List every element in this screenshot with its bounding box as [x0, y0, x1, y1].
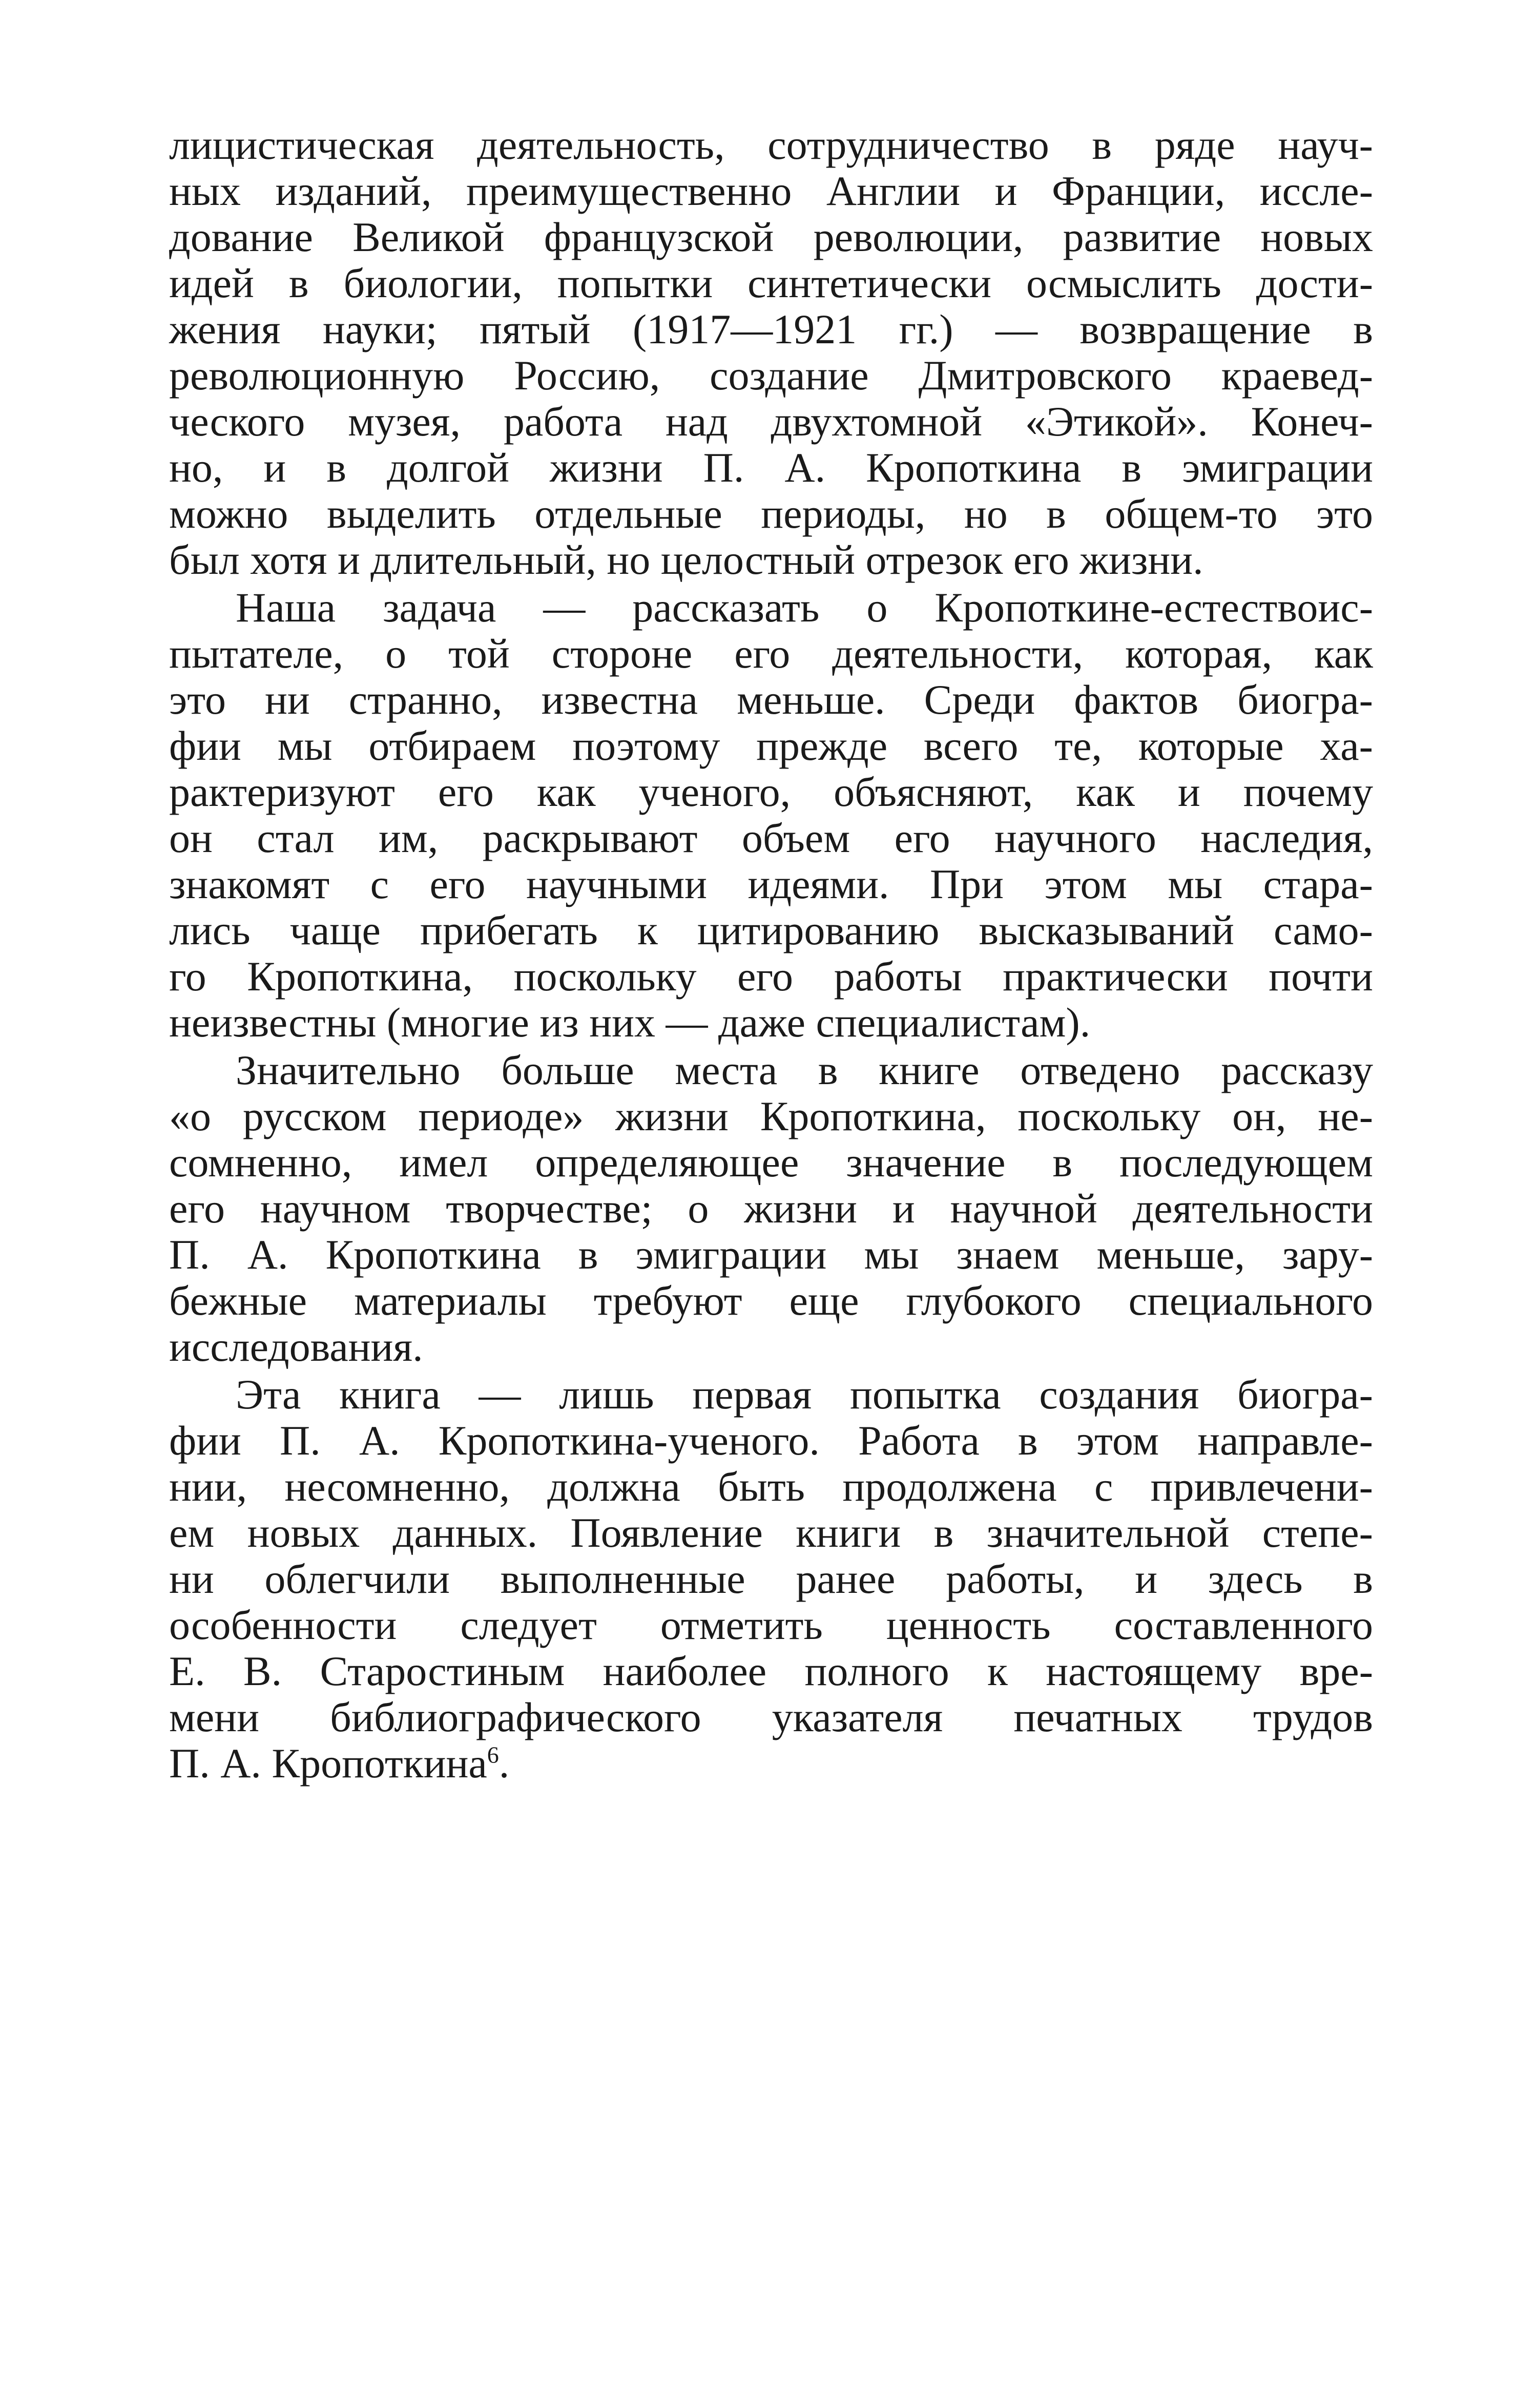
text-line: рактеризуют его как ученого, объясняют, как и почему	[169, 769, 1373, 815]
paragraph-first-attempt	[169, 1372, 1373, 1787]
text-line: ных изданий, преимущественно Англии и Франции, иссле-	[169, 168, 1373, 214]
text-line: «о русском периоде» жизни Кропоткина, поскольку он, не-	[169, 1093, 1373, 1139]
paragraph-russian-period	[169, 1047, 1373, 1370]
text-line: неизвестны (многие из них — даже специалистам).	[169, 999, 1091, 1046]
text-line: был хотя и длительный, но целостный отрезок его жизни.	[169, 536, 1203, 583]
text-line: идей в биологии, попытки синтетически осмыслить дости-	[169, 260, 1373, 306]
body-text	[169, 122, 1373, 1787]
text-line: Значительно больше места в книге отведено рассказу	[236, 1047, 1373, 1093]
text-line: го Кропоткина, поскольку его работы практически почти	[169, 953, 1373, 1000]
text-line: мени библиографического указателя печатных трудов	[169, 1694, 1373, 1740]
text-line: фии мы отбираем поэтому прежде всего те, которые ха-	[169, 722, 1373, 769]
text-line: дование Великой французской революции, развитие новых	[169, 214, 1373, 260]
text-line: нии, несомненно, должна быть продолжена с привлечени-	[169, 1463, 1373, 1510]
text-line: его научном творчестве; о жизни и научной деятельности	[169, 1185, 1373, 1232]
text-line: Е. В. Старостиным наиболее полного к настоящему вре-	[169, 1648, 1373, 1694]
text-line: сомненно, имел определяющее значение в последующем	[169, 1139, 1373, 1186]
final-text-line	[169, 1740, 1373, 1787]
text-line: пытателе, о той стороне его деятельности, которая, как	[169, 630, 1373, 677]
text-line: ни облегчили выполненные ранее работы, и здесь в	[169, 1555, 1373, 1602]
trailing-punctuation: .	[499, 1740, 510, 1787]
text-line: Эта книга — лишь первая попытка создания биогра-	[236, 1371, 1373, 1418]
text-line: ческого музея, работа над двухтомной «Этикой». Конеч-	[169, 398, 1373, 445]
text-line: но, и в долгой жизни П. А. Кропоткина в эмиграции	[169, 444, 1373, 491]
text-line: это ни странно, известна меньше. Среди фактов биогра-	[169, 676, 1373, 723]
text-line: фии П. А. Кропоткина-ученого. Работа в этом направле-	[169, 1417, 1373, 1464]
text-line: лицистическая деятельность, сотрудничество в ряде науч-	[169, 121, 1373, 168]
paragraph-continuation	[169, 122, 1373, 583]
text-line: ем новых данных. Появление книги в значительной степе-	[169, 1509, 1373, 1556]
text-line: лись чаще прибегать к цитированию высказываний само-	[169, 907, 1373, 953]
text-line: Наша задача — рассказать о Кропоткине-естествоис-	[236, 584, 1373, 631]
text-line: бежные материалы требуют еще глубокого специального	[169, 1277, 1373, 1324]
text-line: можно выделить отдельные периоды, но в общем-то это	[169, 490, 1373, 537]
text-line: знакомят с его научными идеями. При этом мы стара-	[169, 861, 1373, 907]
footnote-mark[interactable]: 6	[487, 1741, 499, 1768]
text-line: П. А. Кропоткина в эмиграции мы знаем меньше, зару-	[169, 1231, 1373, 1278]
text-line: П. А. Кропоткина	[169, 1740, 487, 1787]
text-line: особенности следует отметить ценность составленного	[169, 1602, 1373, 1648]
text-line: он стал им, раскрывают объем его научного наследия,	[169, 815, 1373, 861]
text-line: исследования.	[169, 1323, 423, 1370]
text-line: жения науки; пятый (1917—1921 гг.) — возвращение в	[169, 306, 1373, 352]
paragraph-task	[169, 585, 1373, 1046]
text-line: революционную Россию, создание Дмитровского краевед-	[169, 352, 1373, 399]
